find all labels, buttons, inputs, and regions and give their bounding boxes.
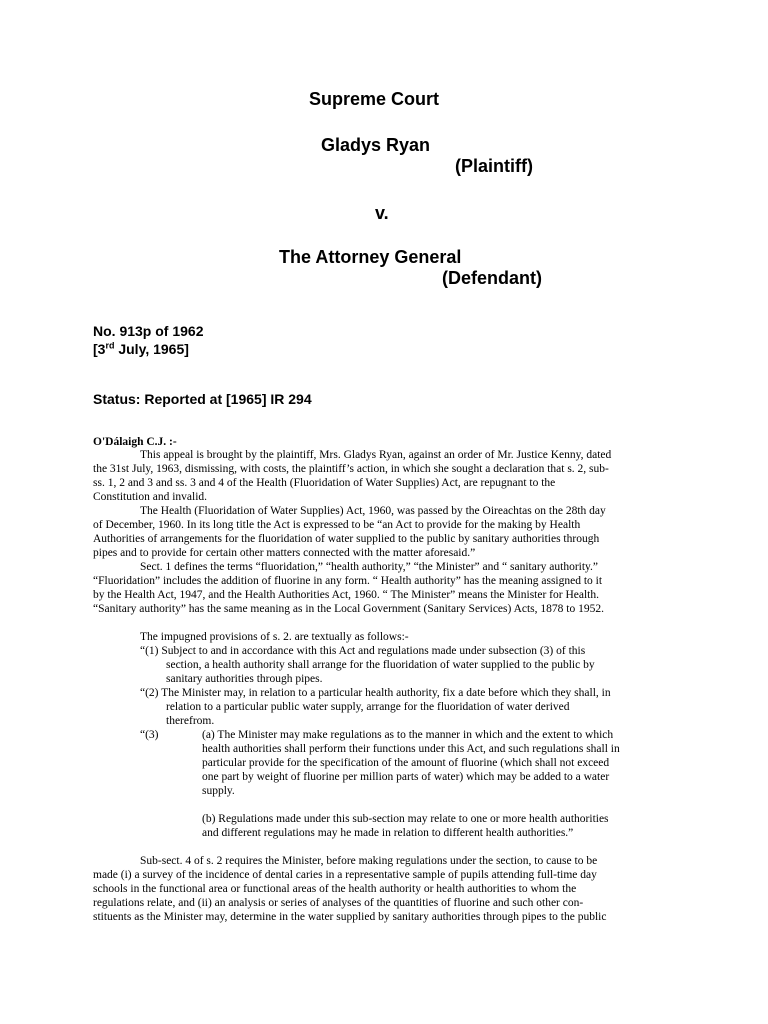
text-line: This appeal is brought by the plaintiff, Mrs. Gladys Ryan, against an order of Mr. Justice Kenny, dated [140,449,612,461]
text-line: Sub-sect. 4 of s. 2 requires the Minister, before making regulations under the section, to cause to be [140,855,598,867]
versus: v. [375,203,389,223]
text-line: “Sanitary authority” has the same meaning as in the Local Government (Sanitary Services) Acts, 1878 to 1952. [93,603,604,615]
text-line: of December, 1960. In its long title the Act is expressed to be “an Act to provide for the making by Health [93,519,581,531]
text-line: sanitary authorities through pipes. [166,673,323,685]
text-line: (b) Regulations made under this sub-section may relate to one or more health authorities [202,813,609,825]
date-rest: July, 1965] [114,341,189,357]
paragraph-4: The impugned provisions of s. 2. are textually as follows:- [140,631,409,643]
text-line: and different regulations may he made in relation to different health authorities.” [202,827,574,839]
text-line: Authorities of arrangements for the fluoridation of water supplied to the public by sanitary authorities through [93,533,600,545]
judge-name: O'Dálaigh C.J. :- [93,436,177,448]
text-line: made (i) a survey of the incidence of dental caries in a representative sample of pupils attending full-time day [93,869,597,881]
text-line: one part by weight of fluorine per million parts of water) which may be added to a water [202,771,610,783]
text-line: the 31st July, 1963, dismissing, with costs, the plaintiff’s action, in which she sought a declaration that s. 2, sub- [93,463,609,475]
text-line: pipes and to provide for certain other matters connected with the matter aforesaid.” [93,547,476,559]
text-line: relation to a particular public water supply, arrange for the fluoridation of water derived [166,701,570,713]
text-line: by the Health Act, 1947, and the Health Authorities Act, 1960. “ The Minister” means the Minister for Health. [93,589,599,601]
text-line: stituents as the Minister may, determine in the water supplied by sanitary authorities through pipes to the public [93,911,607,923]
text-line: health authorities shall perform their functions under this Act, and such regulations shall in [202,743,620,755]
report-status: Status: Reported at [1965] IR 294 [93,391,312,407]
text-line: section, a health authority shall arrange for the fluoridation of water supplied to the public by [166,659,595,671]
record-number: No. 913p of 1962 [93,323,204,339]
text-line: “(1) Subject to and in accordance with this Act and regulations made under subsection (3) of this [140,645,586,657]
defendant-name: The Attorney General [279,247,462,267]
text-line: ss. 1, 2 and 3 and ss. 3 and 4 of the Health (Fluoridation of Water Supplies) Act, are repugnant to the [93,477,556,489]
defendant-role: (Defendant) [442,268,542,288]
text-line: Constitution and invalid. [93,491,208,503]
court-title: Supreme Court [309,89,440,109]
date-suffix: rd [105,340,115,351]
text-line: schools in the functional area or functional areas of the health authority or health authorities to whom the [93,883,577,895]
plaintiff-name: Gladys Ryan [321,135,431,155]
text-line: regulations relate, and (ii) an analysis or series of analyses of the quantities of fluorine and such other con- [93,897,584,909]
text-line: “Fluoridation” includes the addition of fluorine in any form. “ Health authority” has the meaning assigned to it [93,575,603,587]
text-line: “(2) The Minister may, in relation to a particular health authority, fix a date before which they shall, in [140,687,611,699]
text-line: particular provide for the specification of the amount of fluorine (which shall not exceed [202,757,610,769]
plaintiff-role: (Plaintiff) [455,156,533,176]
text-line: (a) The Minister may make regulations as to the manner in which and the extent to which [202,729,614,741]
subsection-label: “(3) [140,729,159,741]
text-line: supply. [202,785,235,797]
date-day: [3 [93,341,106,357]
text-line: Sect. 1 defines the terms “fluoridation,” “health authority,” “the Minister” and “ sanitary authority.” [140,561,599,573]
text-line: therefrom. [166,715,215,727]
text-line: The Health (Fluoridation of Water Supplies) Act, 1960, was passed by the Oireachtas on the 28th day [140,505,606,517]
judgment-date [93,341,189,358]
